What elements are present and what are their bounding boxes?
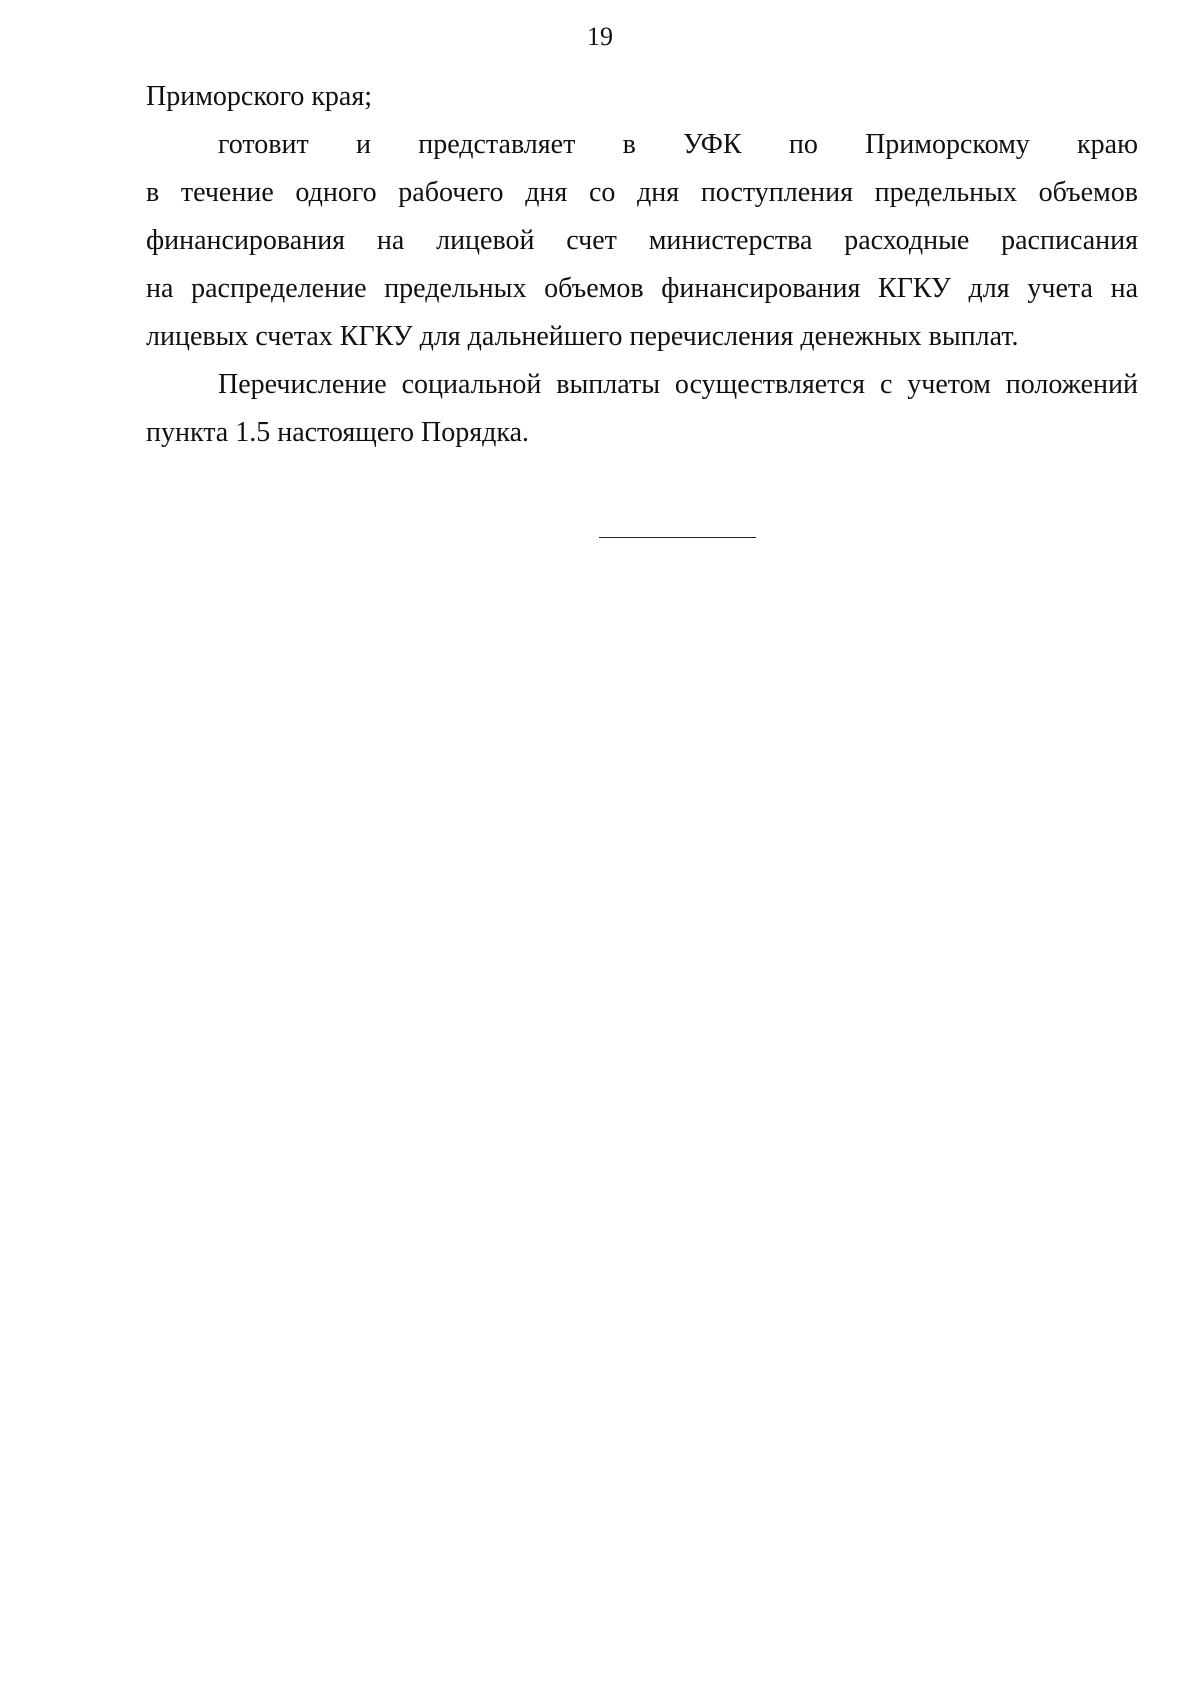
text-line-4: финансирования на лицевой счет министерства расходные расписания [146, 225, 1138, 256]
page-number: 19 [587, 22, 613, 51]
text-line-6: лицевых счетах КГКУ для дальнейшего перечисления денежных выплат. [146, 321, 1019, 352]
text-line-1: Приморского края; [146, 81, 373, 112]
end-divider-line [599, 537, 756, 538]
text-line-5: на распределение предельных объемов финансирования КГКУ для учета на [146, 273, 1138, 304]
text-line-2: готовит и представляет в УФК по Приморскому краю [218, 129, 1138, 160]
document-body [146, 73, 1138, 457]
text-line-7: Перечисление социальной выплаты осуществляется с учетом положений [218, 369, 1138, 400]
text-line-8: пункта 1.5 настоящего Порядка. [146, 417, 529, 448]
text-line-3: в течение одного рабочего дня со дня поступления предельных объемов [146, 177, 1138, 208]
